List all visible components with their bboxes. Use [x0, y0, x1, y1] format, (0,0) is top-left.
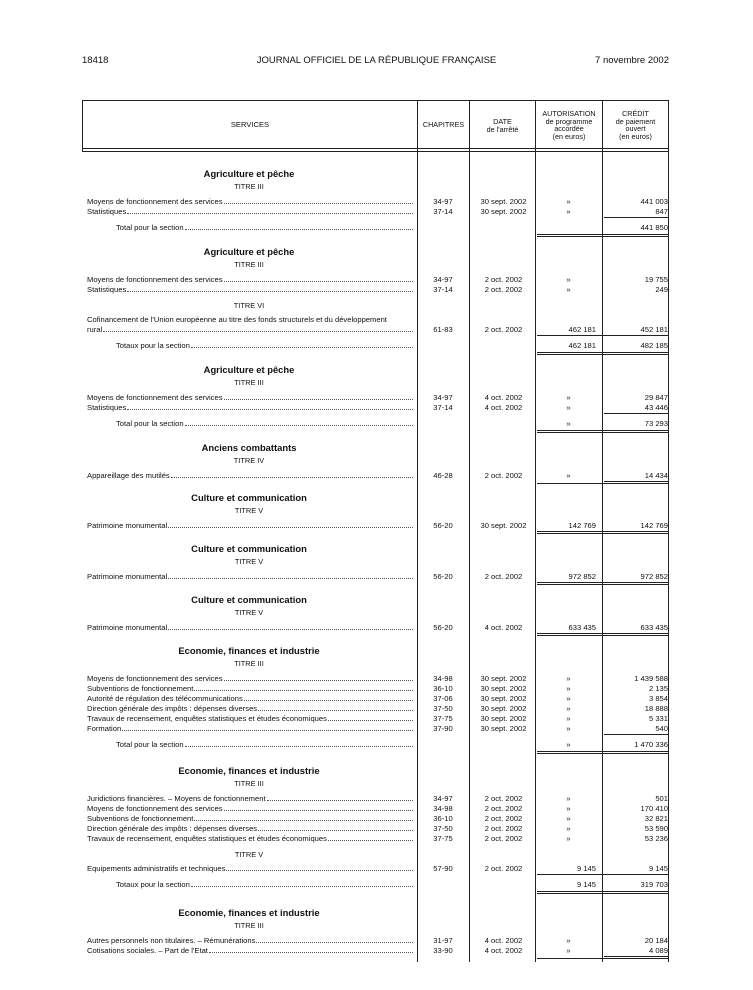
- autorisation-cell: »: [566, 419, 571, 428]
- row-label: [87, 325, 414, 334]
- table-row: [0, 684, 753, 694]
- credit-cell: 43 446: [644, 403, 668, 412]
- row-label: [87, 694, 414, 703]
- credit-cell: 18 888: [644, 704, 668, 713]
- dot-leader: [191, 880, 413, 887]
- autorisation-cell: »: [566, 834, 571, 843]
- col-autorisation: AUTORISATION de programme accordée (en euros): [542, 109, 596, 141]
- chapitre-cell: 56-20: [433, 572, 453, 581]
- row-label-text: Total pour la section: [116, 419, 184, 428]
- credit-cell: 142 769: [640, 521, 668, 530]
- rule: [537, 584, 668, 585]
- row-label-text: Moyens de fonctionnement des services: [87, 804, 223, 813]
- credit-cell: 452 181: [640, 325, 668, 334]
- row-label: [87, 704, 414, 713]
- table-row: [0, 197, 753, 207]
- dot-leader: [127, 285, 413, 292]
- multiline-label-1: Cofinancement de l'Union européenne au titre des fonds structurels et du développement: [87, 315, 387, 324]
- col-credit: CRÉDIT de paiement ouvert (en euros): [615, 109, 656, 141]
- chapitre-cell: 37-90: [433, 724, 453, 733]
- dot-leader: [194, 814, 413, 821]
- row-label: [87, 275, 414, 284]
- dot-leader: [127, 403, 413, 410]
- chapitre-cell: 37-14: [433, 403, 453, 412]
- row-label: [87, 714, 414, 723]
- chapitre-cell: 37-50: [433, 704, 453, 713]
- dot-leader: [127, 207, 413, 214]
- dot-leader: [168, 572, 413, 579]
- date-cell: 4 oct. 2002: [484, 403, 523, 412]
- rule: [537, 582, 668, 583]
- dot-leader: [185, 740, 413, 747]
- dot-leader: [171, 471, 413, 478]
- table-row: [0, 936, 753, 946]
- row-label: [87, 403, 414, 412]
- chapitre-cell: 46-28: [433, 471, 453, 480]
- autorisation-cell: »: [566, 471, 571, 480]
- chapitre-cell: 56-20: [433, 623, 453, 632]
- titre-label: TITRE VI: [233, 301, 265, 310]
- credit-cell: 32 821: [644, 814, 668, 823]
- total-row: [0, 880, 753, 890]
- credit-cell: 501: [655, 794, 668, 803]
- rule: [537, 430, 668, 431]
- chapitre-cell: 34-97: [433, 275, 453, 284]
- autorisation-cell: »: [566, 275, 571, 284]
- row-label: [87, 674, 414, 683]
- dot-leader: [103, 325, 413, 332]
- row-label: [87, 393, 414, 402]
- titre-label: TITRE V: [234, 608, 264, 617]
- chapitre-cell: 37-50: [433, 824, 453, 833]
- row-label-text: Subventions de fonctionnement: [87, 684, 194, 693]
- date-cell: 2 oct. 2002: [484, 814, 523, 823]
- credit-cell: 20 184: [644, 936, 668, 945]
- rule: [604, 734, 668, 735]
- titre-label: TITRE III: [234, 182, 264, 191]
- dot-leader: [224, 275, 414, 282]
- credit-cell: 73 293: [644, 419, 668, 428]
- date-cell: 4 oct. 2002: [484, 623, 523, 632]
- row-label-text: Cotisations sociales. – Part de l'Etat: [87, 946, 208, 955]
- table-row: [0, 393, 753, 403]
- chapitre-cell: 37-75: [433, 834, 453, 843]
- credit-cell: 1 470 336: [634, 740, 668, 749]
- dot-leader: [185, 223, 413, 230]
- chapitre-cell: 37-75: [433, 714, 453, 723]
- table-row: [0, 623, 753, 633]
- date-cell: 2 oct. 2002: [484, 834, 523, 843]
- table-row: [0, 521, 753, 531]
- date-cell: 4 oct. 2002: [484, 946, 523, 955]
- table-row: [0, 834, 753, 844]
- autorisation-cell: »: [566, 197, 571, 206]
- row-label: [87, 824, 414, 833]
- table-row: [0, 714, 753, 724]
- total-row: [0, 740, 753, 750]
- rule: [537, 893, 668, 894]
- issue-date: 7 novembre 2002: [595, 55, 669, 66]
- table-row: [0, 864, 753, 874]
- row-label-text: Patrimoine monumental: [87, 521, 168, 530]
- section-title: Culture et communication: [191, 594, 307, 605]
- dot-leader: [267, 794, 413, 801]
- autorisation-cell: 633 435: [568, 623, 596, 632]
- autorisation-cell: »: [566, 285, 571, 294]
- date-cell: 2 oct. 2002: [484, 824, 523, 833]
- section-title: Agriculture et pêche: [203, 168, 295, 179]
- section-title: Culture et communication: [191, 543, 307, 554]
- row-label-text: rural: [87, 325, 103, 334]
- rule: [537, 633, 668, 634]
- rule: [537, 635, 668, 636]
- table-row: [0, 471, 753, 481]
- row-label-text: Moyens de fonctionnement des services: [87, 197, 223, 206]
- dot-leader: [258, 824, 413, 831]
- rule: [604, 481, 668, 482]
- row-label: [116, 223, 414, 232]
- table-row: [0, 275, 753, 285]
- credit-cell: 9 145: [648, 864, 668, 873]
- autorisation-cell: »: [566, 684, 571, 693]
- titre-label: TITRE III: [234, 779, 264, 788]
- dot-leader: [168, 521, 413, 528]
- row-label-text: Subventions de fonctionnement: [87, 814, 194, 823]
- credit-cell: 53 590: [644, 824, 668, 833]
- autorisation-cell: »: [566, 704, 571, 713]
- date-cell: 30 sept. 2002: [480, 197, 527, 206]
- row-label-text: Patrimoine monumental: [87, 623, 168, 632]
- chapitre-cell: 36-10: [433, 684, 453, 693]
- date-cell: 2 oct. 2002: [484, 572, 523, 581]
- row-label-text: Total pour la section: [116, 740, 184, 749]
- section-title: Anciens combattants: [201, 442, 297, 453]
- dot-leader: [328, 834, 413, 841]
- table-row: [0, 814, 753, 824]
- table-row: [0, 704, 753, 714]
- rule: [604, 413, 668, 414]
- chapitre-cell: 61-83: [433, 325, 453, 334]
- autorisation-cell: »: [566, 694, 571, 703]
- section-title: Economie, finances et industrie: [178, 645, 320, 656]
- rule: [537, 531, 668, 532]
- date-cell: 30 sept. 2002: [480, 704, 527, 713]
- row-label-text: Formation: [87, 724, 122, 733]
- credit-cell: 441 003: [640, 197, 668, 206]
- chapitre-cell: 33-90: [433, 946, 453, 955]
- row-label: [87, 572, 414, 581]
- row-label: [87, 804, 414, 813]
- chapitre-cell: 34-97: [433, 794, 453, 803]
- rule: [537, 751, 668, 752]
- chapitre-cell: 37-06: [433, 694, 453, 703]
- row-label: [87, 207, 414, 216]
- table-row: [0, 804, 753, 814]
- dot-leader: [209, 946, 413, 953]
- rule: [537, 354, 668, 355]
- dot-leader: [258, 704, 413, 711]
- total-row: [0, 419, 753, 429]
- section-title: Agriculture et pêche: [203, 364, 295, 375]
- row-label: [87, 794, 414, 803]
- row-label-text: Statistiques: [87, 403, 127, 412]
- row-label: [87, 471, 414, 480]
- row-label-text: Travaux de recensement, enquêtes statistiques et études économiques: [87, 714, 327, 723]
- col-date: DATE de l'arrêté: [486, 117, 519, 134]
- page-number: 18418: [82, 55, 109, 66]
- autorisation-cell: 142 769: [568, 521, 596, 530]
- credit-cell: 5 331: [648, 714, 668, 723]
- titre-label: TITRE IV: [233, 456, 265, 465]
- table-row: [0, 572, 753, 582]
- date-cell: 2 oct. 2002: [484, 275, 523, 284]
- date-cell: 30 sept. 2002: [480, 684, 527, 693]
- dot-leader: [194, 684, 413, 691]
- section-title: Economie, finances et industrie: [178, 907, 320, 918]
- dot-leader: [191, 341, 413, 348]
- table-row: [0, 794, 753, 804]
- autorisation-cell: »: [566, 804, 571, 813]
- autorisation-cell: »: [566, 794, 571, 803]
- credit-cell: 14 434: [644, 471, 668, 480]
- col-services: SERVICES: [230, 120, 270, 129]
- total-row: [0, 341, 753, 351]
- rule: [537, 874, 668, 875]
- date-cell: 2 oct. 2002: [484, 794, 523, 803]
- date-cell: 30 sept. 2002: [480, 714, 527, 723]
- date-cell: 30 sept. 2002: [480, 521, 527, 530]
- table-row: [0, 824, 753, 834]
- row-label-text: Direction générale des impôts : dépenses diverses: [87, 824, 258, 833]
- row-label: [116, 419, 414, 428]
- row-label: [116, 341, 414, 350]
- rule: [604, 217, 668, 218]
- autorisation-cell: 462 181: [568, 325, 596, 334]
- row-label: [87, 623, 414, 632]
- chapitre-cell: 57-90: [433, 864, 453, 873]
- rule: [537, 891, 668, 892]
- autorisation-cell: »: [566, 393, 571, 402]
- table-row: [0, 403, 753, 413]
- date-cell: 2 oct. 2002: [484, 864, 523, 873]
- autorisation-cell: »: [566, 946, 571, 955]
- row-label-text: Totaux pour la section: [116, 341, 190, 350]
- credit-cell: 2 135: [648, 684, 668, 693]
- credit-cell: 29 847: [644, 393, 668, 402]
- credit-cell: 847: [655, 207, 668, 216]
- date-cell: 30 sept. 2002: [480, 694, 527, 703]
- rule: [537, 234, 668, 235]
- autorisation-cell: »: [566, 724, 571, 733]
- row-label-text: Total pour la section: [116, 223, 184, 232]
- titre-label: TITRE III: [234, 659, 264, 668]
- row-label: [87, 521, 414, 530]
- date-cell: 30 sept. 2002: [480, 724, 527, 733]
- row-label-text: Travaux de recensement, enquêtes statistiques et études économiques: [87, 834, 327, 843]
- credit-cell: 3 854: [648, 694, 668, 703]
- date-cell: 4 oct. 2002: [484, 936, 523, 945]
- dot-leader: [224, 804, 414, 811]
- row-label: [87, 197, 414, 206]
- titre-label: TITRE III: [234, 378, 264, 387]
- autorisation-cell: 9 145: [576, 880, 596, 889]
- row-label-text: Statistiques: [87, 285, 127, 294]
- chapitre-cell: 56-20: [433, 521, 453, 530]
- row-label: [87, 946, 414, 955]
- dot-leader: [185, 419, 413, 426]
- row-label-text: Autorité de régulation des télécommunications: [87, 694, 243, 703]
- dot-leader: [122, 724, 413, 731]
- dot-leader: [226, 864, 413, 871]
- row-label-text: Juridictions financières. – Moyens de fonctionnement: [87, 794, 266, 803]
- titre-label: TITRE III: [234, 921, 264, 930]
- titre-label: TITRE V: [234, 506, 264, 515]
- table-row: [0, 674, 753, 684]
- table-row: [0, 285, 753, 295]
- row-label-text: Appareillage des mutilés: [87, 471, 170, 480]
- row-label: [116, 740, 414, 749]
- rule: [604, 956, 668, 957]
- autorisation-cell: 462 181: [568, 341, 596, 350]
- autorisation-cell: »: [566, 403, 571, 412]
- row-label: [87, 834, 414, 843]
- dot-leader: [224, 393, 414, 400]
- row-label: [87, 936, 414, 945]
- autorisation-cell: »: [566, 740, 571, 749]
- autorisation-cell: »: [566, 936, 571, 945]
- credit-cell: 4 089: [648, 946, 668, 955]
- row-label: [87, 864, 414, 873]
- row-label: [87, 285, 414, 294]
- journal-title: JOURNAL OFFICIEL DE LA RÉPUBLIQUE FRANÇAISE: [256, 55, 497, 66]
- credit-cell: 249: [655, 285, 668, 294]
- dot-leader: [168, 623, 413, 630]
- autorisation-cell: »: [566, 674, 571, 683]
- row-label-text: Moyens de fonctionnement des services: [87, 674, 223, 683]
- credit-cell: 441 850: [640, 223, 668, 232]
- row-label-text: Statistiques: [87, 207, 127, 216]
- autorisation-cell: »: [566, 814, 571, 823]
- dot-leader: [328, 714, 413, 721]
- table-row: [0, 724, 753, 734]
- col-chapitres: CHAPITRES: [422, 120, 465, 129]
- credit-cell: 972 852: [640, 572, 668, 581]
- dot-leader: [256, 936, 413, 943]
- dot-leader: [224, 674, 414, 681]
- chapitre-cell: 31-97: [433, 936, 453, 945]
- total-row: [0, 223, 753, 233]
- row-label: [87, 814, 414, 823]
- chapitre-cell: 37-14: [433, 285, 453, 294]
- date-cell: 4 oct. 2002: [484, 393, 523, 402]
- row-label-text: Totaux pour la section: [116, 880, 190, 889]
- titre-label: TITRE III: [234, 260, 264, 269]
- titre-label: TITRE V: [234, 850, 264, 859]
- credit-cell: 633 435: [640, 623, 668, 632]
- rule: [537, 352, 668, 353]
- section-title: Agriculture et pêche: [203, 246, 295, 257]
- autorisation-cell: 9 145: [576, 864, 596, 873]
- section-title: Economie, finances et industrie: [178, 765, 320, 776]
- row-label-text: Autres personnels non titulaires. – Rémunérations: [87, 936, 256, 945]
- rule: [537, 432, 668, 433]
- row-label-text: Moyens de fonctionnement des services: [87, 393, 223, 402]
- dot-leader: [224, 197, 414, 204]
- date-cell: 2 oct. 2002: [484, 471, 523, 480]
- chapitre-cell: 34-97: [433, 393, 453, 402]
- table-row: [0, 946, 753, 956]
- rule: [537, 533, 668, 534]
- chapitre-cell: 37-14: [433, 207, 453, 216]
- chapitre-cell: 34-98: [433, 674, 453, 683]
- date-cell: 2 oct. 2002: [484, 804, 523, 813]
- row-label: [87, 724, 414, 733]
- rule: [537, 753, 668, 754]
- date-cell: 2 oct. 2002: [484, 285, 523, 294]
- date-cell: 2 oct. 2002: [484, 325, 523, 334]
- row-label-text: Direction générale des impôts : dépenses diverses: [87, 704, 258, 713]
- rule: [537, 335, 668, 336]
- titre-label: TITRE V: [234, 557, 264, 566]
- credit-cell: 19 755: [644, 275, 668, 284]
- credit-cell: 540: [655, 724, 668, 733]
- rule: [537, 236, 668, 237]
- table-row: [0, 207, 753, 217]
- autorisation-cell: »: [566, 824, 571, 833]
- autorisation-cell: »: [566, 714, 571, 723]
- credit-cell: 482 185: [640, 341, 668, 350]
- rule: [537, 958, 668, 959]
- credit-cell: 53 236: [644, 834, 668, 843]
- chapitre-cell: 34-98: [433, 804, 453, 813]
- date-cell: 30 sept. 2002: [480, 674, 527, 683]
- credit-cell: 1 439 588: [634, 674, 668, 683]
- row-label: [87, 684, 414, 693]
- credit-cell: 319 703: [640, 880, 668, 889]
- row-label: [116, 880, 414, 889]
- chapitre-cell: 34-97: [433, 197, 453, 206]
- autorisation-cell: 972 852: [568, 572, 596, 581]
- date-cell: 30 sept. 2002: [480, 207, 527, 216]
- section-title: Culture et communication: [191, 492, 307, 503]
- dot-leader: [244, 694, 413, 701]
- table-row: [0, 325, 753, 335]
- table-row: [0, 694, 753, 704]
- rule: [537, 483, 668, 484]
- row-label-text: Patrimoine monumental: [87, 572, 168, 581]
- credit-cell: 170 410: [640, 804, 668, 813]
- chapitre-cell: 36-10: [433, 814, 453, 823]
- row-label-text: Moyens de fonctionnement des services: [87, 275, 223, 284]
- autorisation-cell: »: [566, 207, 571, 216]
- row-label-text: Equipements administratifs et techniques: [87, 864, 226, 873]
